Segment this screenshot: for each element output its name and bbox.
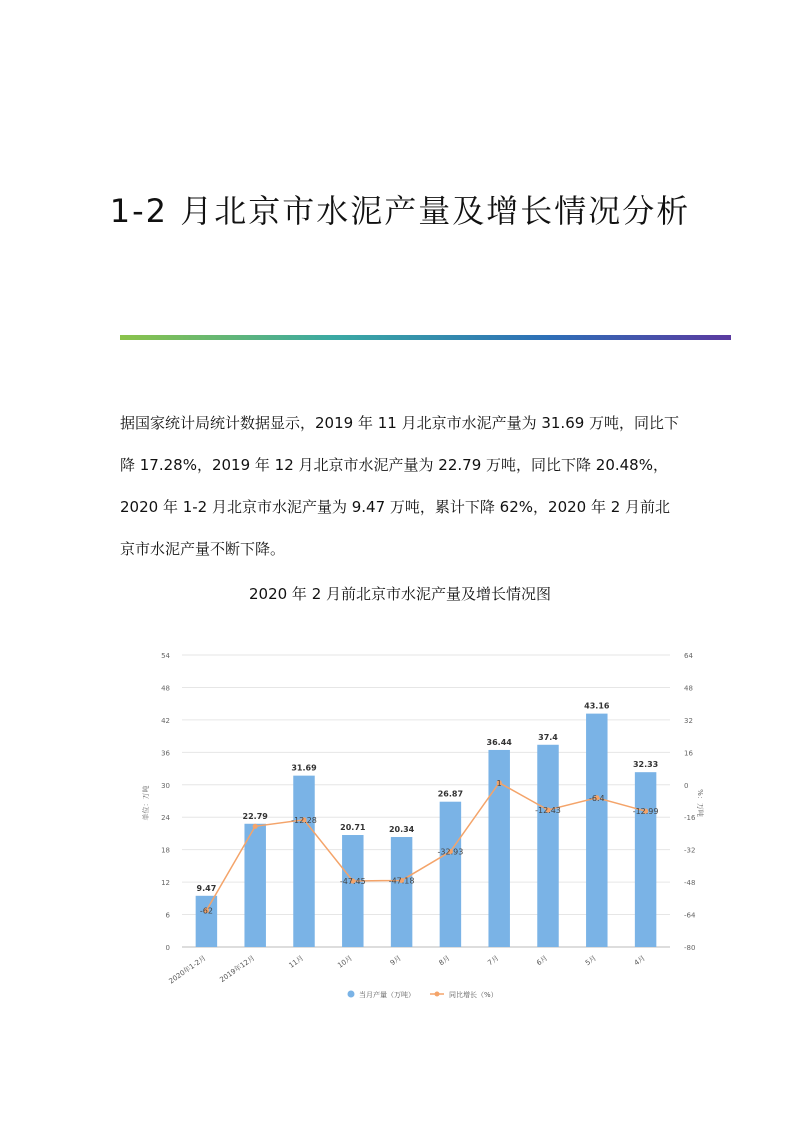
x-tick-label: 2019年12月 xyxy=(218,954,257,985)
x-tick-label: 8月 xyxy=(437,954,452,968)
x-tick-label: 10月 xyxy=(336,954,354,970)
legend-bar-label: 当月产量（万吨） xyxy=(359,991,415,999)
legend-line-marker xyxy=(435,992,440,997)
growth-line xyxy=(206,783,645,911)
y-left-tick-label: 24 xyxy=(161,814,170,823)
growth-value-label: -12.43 xyxy=(535,805,561,815)
body-paragraph: 据国家统计局统计数据显示，2019 年 11 月北京市水泥产量为 31.69 万吨，同比下降 17.28%，2019 年 12 月北京市水泥产量为 22.79 万吨，同比下降 20.48%，2020 年 1-2 月北京市水泥产量为 9.47 万吨，累计下降 62%，2020 年 2 月前北京市水泥产量不断下降。 xyxy=(120,414,680,558)
x-tick-label: 7月 xyxy=(486,954,501,968)
y-left-tick-label: 6 xyxy=(165,911,170,920)
bar-value-label: 43.16 xyxy=(584,701,610,711)
y-right-tick-label: 16 xyxy=(684,749,693,758)
growth-value-label: -47.18 xyxy=(388,876,415,886)
legend-line-label: 同比增长（%） xyxy=(449,991,498,999)
growth-value-label: 1 xyxy=(496,778,502,788)
y-right-tick-label: 64 xyxy=(684,652,693,660)
y-left-tick-label: 48 xyxy=(161,684,170,693)
bar-value-label: 37.4 xyxy=(538,732,558,742)
y-left-tick-label: 36 xyxy=(161,749,170,758)
page-title: 1-2 月北京市水泥产量及增长情况分析 xyxy=(109,192,691,230)
bar-value-label: 36.44 xyxy=(486,737,512,747)
x-tick-label: 4月 xyxy=(632,954,647,968)
x-tick-label: 11月 xyxy=(287,954,306,970)
bar xyxy=(196,896,217,947)
y-left-axis-title: 单位：万吨 xyxy=(142,785,150,821)
growth-point xyxy=(253,824,258,829)
y-right-tick-label: -64 xyxy=(684,911,696,920)
bar-value-label: 9.47 xyxy=(196,883,217,893)
y-right-tick-label: -16 xyxy=(684,814,696,823)
growth-value-label: -47.45 xyxy=(339,876,366,886)
legend-bar-swatch xyxy=(348,991,355,998)
y-left-tick-label: 0 xyxy=(165,944,170,952)
y-right-tick-label: -32 xyxy=(684,846,696,855)
chart-caption: 2020 年 2 月前北京市水泥产量及增长情况图 xyxy=(248,585,552,603)
y-right-tick-label: -80 xyxy=(684,944,696,952)
growth-value-label: -6.4 xyxy=(588,793,605,803)
growth-value-label: -62 xyxy=(199,906,213,916)
title-divider xyxy=(120,335,731,340)
y-right-tick-label: -48 xyxy=(684,879,696,888)
bar-value-label: 20.34 xyxy=(388,825,415,835)
growth-value-label: -12.99 xyxy=(632,807,659,817)
x-tick-label: 6月 xyxy=(535,954,550,968)
bar-value-label: 26.87 xyxy=(437,789,464,799)
y-right-axis-title: %：万吨 xyxy=(696,789,704,817)
bar xyxy=(244,824,265,947)
bar xyxy=(293,776,314,947)
y-left-tick-label: 30 xyxy=(161,781,170,790)
y-left-tick-label: 54 xyxy=(161,652,170,660)
combo-chart xyxy=(122,638,712,1018)
y-left-tick-label: 12 xyxy=(161,879,170,888)
bar-value-label: 31.69 xyxy=(291,763,317,773)
y-right-tick-label: 48 xyxy=(684,684,693,693)
y-right-tick-label: 32 xyxy=(684,716,693,725)
bar xyxy=(440,802,461,947)
growth-value-label: -32.93 xyxy=(437,847,464,857)
y-right-tick-label: 0 xyxy=(684,781,689,790)
y-left-tick-label: 18 xyxy=(161,846,170,855)
bar-value-label: 20.71 xyxy=(340,823,366,833)
bar xyxy=(586,714,607,947)
bar xyxy=(391,837,412,947)
bar xyxy=(537,745,558,947)
x-tick-label: 2020年1-2月 xyxy=(167,954,208,986)
chart-container xyxy=(122,638,712,1018)
bar-value-label: 32.33 xyxy=(632,760,659,770)
y-left-tick-label: 42 xyxy=(161,716,170,725)
bar xyxy=(342,835,363,947)
bar-value-label: 22.79 xyxy=(242,811,268,821)
x-tick-label: 9月 xyxy=(388,954,403,968)
bar xyxy=(635,772,656,947)
x-tick-label: 5月 xyxy=(583,954,598,968)
growth-value-label: -12.28 xyxy=(291,815,317,825)
